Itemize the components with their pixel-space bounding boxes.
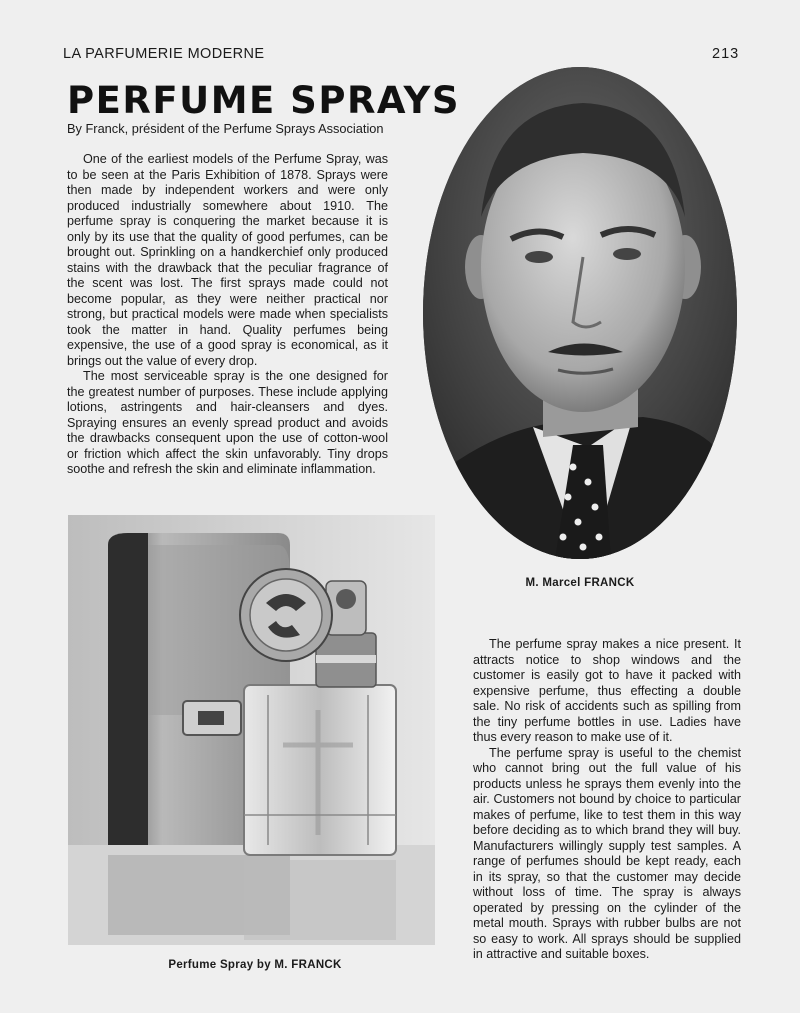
paragraph: The perfume spray is useful to the chemist who cannot bring out the full value of his products unless he sprays them evenly into the air. Customers not bound by choice to particular makes of perfume, like to test them in this way before deciding as to which brand they will buy. Manufacturers willingly supply test samples. A range of perfumes should be kept ready, each in its spray, so that the customer may decide without loss of time. The spray is always operated by pressing on the cylinder of the metal mouth. Sprays with rubber bulbs are not so easy to work. All sprays should be supplied in attractive and suitable boxes. [473, 745, 741, 961]
portrait-caption: M. Marcel FRANCK [525, 577, 635, 589]
paragraph: The perfume spray makes a nice present. It attracts notice to shop windows and the customer is easily got to have it packed with expensive perfume, thus effecting a double sale. No risk of accidents such as spilling from the tiny perfume bottles in use. Ladies have thus every reason to make use of it. [473, 637, 741, 744]
page-number: 213 [712, 46, 740, 62]
left-column [67, 152, 388, 478]
byline: By Franck, président of the Perfume Sprays Association [67, 121, 384, 136]
article-title: PERFUME SPRAYS [67, 79, 460, 122]
portrait-photo [423, 67, 737, 559]
paragraph: One of the earliest models of the Perfume Spray, was to be seen at the Paris Exhibition of 1878. Sprays were then made by independent workers and were only produced industrially somewhere about 1910. The perfume spray is conquering the market because it is only by its use that the quality of good perfumes, can be brought out. Sprinkling on a handkerchief only produced stains with the drawback that the peculiar fragrance of the scent was lost. The first sprays made could not become popular, as they were neither practical nor strong, but practical models were made when specialists took the matter in hand. Quality perfumes being expensive, the use of a good spray is economical, as it brings out the value of every drop. [67, 152, 388, 368]
product-photo [68, 515, 435, 945]
right-column [473, 637, 741, 963]
product-caption: Perfume Spray by M. FRANCK [168, 959, 342, 971]
paragraph: The most serviceable spray is the one designed for the greatest number of purposes. These include applying lotions, astringents and hair-cleansers and dyes. Spraying ensures an evenly spread product and avoids the drawbacks consequent upon the use of cotton-wool or friction which affect the skin unfavorably. Tiny drops soothe and refresh the skin and eliminate inflammation. [67, 369, 388, 476]
running-head: LA PARFUMERIE MODERNE [63, 46, 265, 62]
